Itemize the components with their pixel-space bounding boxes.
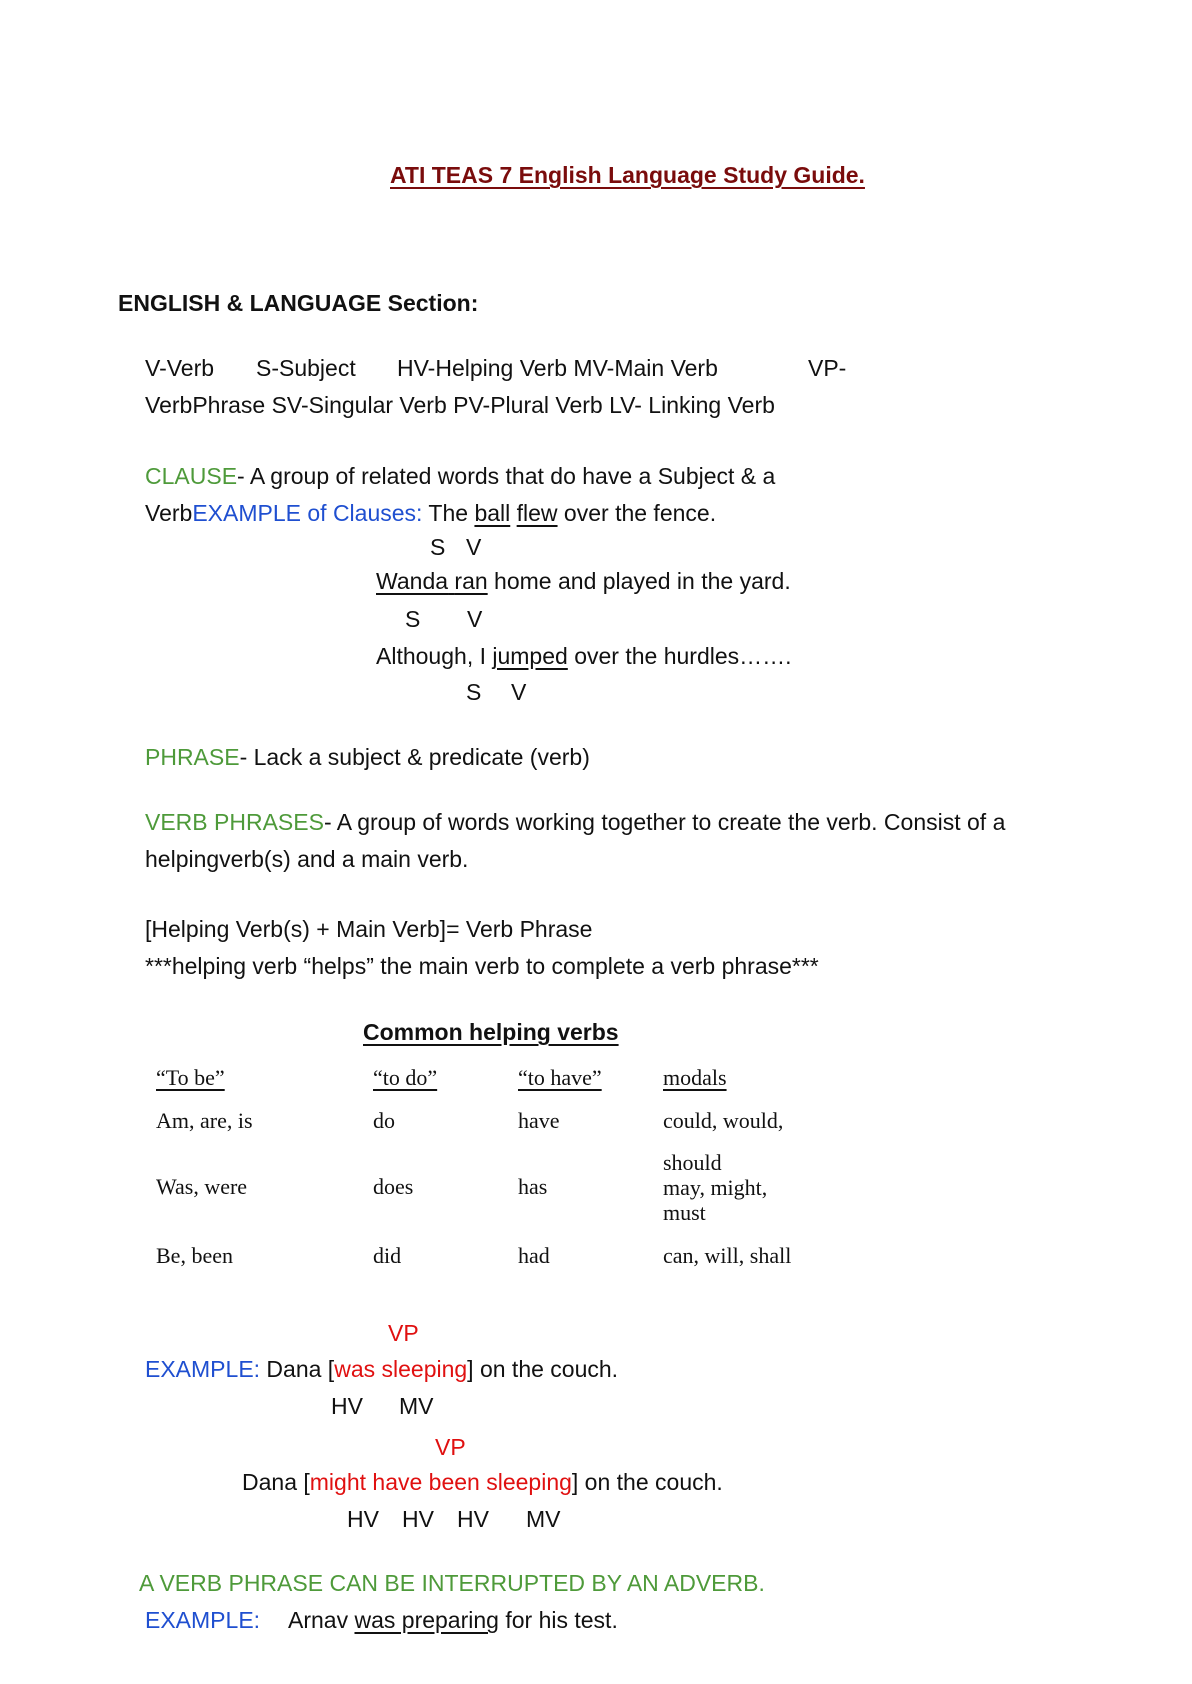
abbr-verb: V-Verb (145, 355, 215, 381)
example1-vp: was sleeping (334, 1356, 468, 1382)
example3-label: EXAMPLE: (145, 1607, 261, 1633)
example2-mark-hv2: HV (402, 1506, 434, 1532)
table-cell: do (373, 1108, 395, 1133)
ex1-post: over the fence. (557, 500, 717, 526)
table-cell: can, will, shall (663, 1243, 792, 1268)
example1-mark-mv: MV (399, 1393, 434, 1419)
table-cell: could, would, (663, 1108, 784, 1133)
table-header-modals: modals (663, 1065, 727, 1090)
ex1-mark-v: V (466, 534, 482, 560)
clause-definition (145, 461, 775, 491)
section-heading: ENGLISH & LANGUAGE Section: (118, 290, 479, 316)
ex3-mark-v: V (511, 679, 527, 705)
page-title: ATI TEAS 7 English Language Study Guide. (390, 162, 865, 188)
table-cell: had (518, 1243, 550, 1268)
verb-phrases-def-text: - A group of words working together to create the verb. Consist of a (323, 809, 1006, 835)
clause-term: CLAUSE (145, 463, 238, 489)
ex1-verb: flew (516, 500, 558, 526)
ex2-mark-s: S (405, 606, 421, 632)
example2-mark-hv1: HV (347, 1506, 379, 1532)
ex2-verb: ran (454, 568, 488, 594)
table-cell: Am, are, is (156, 1108, 253, 1133)
adverb-rule: A VERB PHRASE CAN BE INTERRUPTED BY AN ADVERB. (139, 1570, 765, 1596)
example1-mark-hv: HV (331, 1393, 363, 1419)
table-title: Common helping verbs (363, 1019, 619, 1045)
example1-pre: Dana [ (260, 1356, 335, 1382)
ex3-comma: , (466, 643, 474, 669)
example2-mark-hv3: HV (457, 1506, 489, 1532)
ex3-verb: jumped (492, 643, 568, 669)
ex3-pre: Although (376, 643, 467, 669)
ex3-post: over the hurdles……. (567, 643, 792, 669)
table-cell: Was, were (156, 1174, 248, 1199)
table-cell: does (373, 1174, 414, 1199)
example2-vp-mark: VP (435, 1434, 466, 1460)
example1-post: ] on the couch. (467, 1356, 619, 1382)
example2-vp: might have been sleeping (309, 1469, 572, 1495)
example3-sentence (288, 1605, 618, 1635)
abbr-vp: VP- (808, 355, 847, 381)
example2-pre: Dana [ (242, 1469, 310, 1495)
example3-pre: Arnav (288, 1607, 355, 1633)
example3-post: for his test. (498, 1607, 618, 1633)
ex2-subject: Wanda (376, 568, 449, 594)
clause-example-label: EXAMPLE of Clauses: (192, 500, 423, 526)
clause-def-text: - A group of related words that do have a Subject & a (237, 463, 776, 489)
clause-example-2 (376, 566, 791, 596)
table-cell: has (518, 1174, 548, 1199)
abbr-subject: S-Subject (256, 355, 356, 381)
example3-vp: was preparing (354, 1607, 499, 1633)
table-header-to-be: “To be” (156, 1065, 225, 1090)
example2-mark-mv: MV (526, 1506, 561, 1532)
table-header-to-have: “to have” (518, 1065, 602, 1090)
helping-verb-note: ***helping verb “helps” the main verb to complete a verb phrase*** (145, 953, 819, 979)
example2-post: ] on the couch. (571, 1469, 723, 1495)
table-cell: have (518, 1108, 560, 1133)
example1-sentence (145, 1354, 618, 1384)
abbr-helping-main: HV-Helping Verb MV-Main Verb (397, 355, 718, 381)
abbr-line2: VerbPhrase SV-Singular Verb PV-Plural Verb LV- Linking Verb (145, 392, 775, 418)
clause-def-cont: Verb (145, 500, 193, 526)
verb-phrases-def-cont: helpingverb(s) and a main verb. (145, 846, 469, 872)
ex2-post: home and played in the yard. (487, 568, 791, 594)
clause-example-3 (376, 641, 792, 671)
ex3-subject: I (473, 643, 493, 669)
table-cell: did (373, 1243, 402, 1268)
phrase-term: PHRASE (145, 744, 240, 770)
example1-label: EXAMPLE: (145, 1356, 261, 1382)
ex3-mark-s: S (466, 679, 482, 705)
example2-sentence (242, 1467, 723, 1497)
ex1-subject: ball (474, 500, 511, 526)
phrase-definition (145, 742, 590, 772)
verb-phrases-definition (145, 807, 1005, 837)
example1-vp-mark: VP (388, 1320, 419, 1346)
table-cell: Be, been (156, 1243, 233, 1268)
verb-phrases-term: VERB PHRASES (145, 809, 324, 835)
table-cell: should may, might, must (663, 1150, 768, 1225)
table-header-to-do: “to do” (373, 1065, 438, 1090)
ex1-mark-s: S (430, 534, 446, 560)
phrase-def-text: - Lack a subject & predicate (verb) (239, 744, 590, 770)
clause-example-line (145, 498, 716, 528)
formula: [Helping Verb(s) + Main Verb]= Verb Phrase (145, 916, 593, 942)
ex2-mark-v: V (467, 606, 483, 632)
ex1-pre: The (422, 500, 475, 526)
